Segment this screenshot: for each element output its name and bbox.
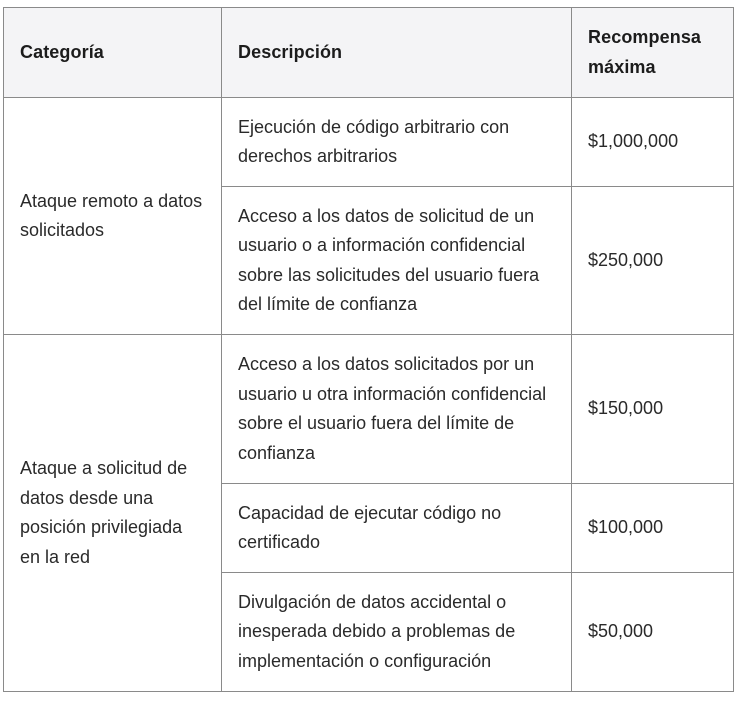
- description-cell: Acceso a los datos de solicitud de un usuario o a información confidencial sobre las solicitudes del usuario fuera del límite de confianza: [222, 187, 572, 335]
- reward-cell: $50,000: [572, 573, 734, 692]
- table-body: [4, 98, 734, 692]
- table-row: [4, 98, 734, 187]
- description-cell: Divulgación de datos accidental o inesperada debido a problemas de implementación o configuración: [222, 573, 572, 692]
- bounty-table-container: [3, 7, 734, 692]
- reward-cell: $100,000: [572, 484, 734, 573]
- header-category: Categoría: [4, 8, 222, 98]
- table-row: [4, 335, 734, 484]
- reward-cell: $150,000: [572, 335, 734, 484]
- header-description: Descripción: [222, 8, 572, 98]
- header-row: [4, 8, 734, 98]
- table-header: [4, 8, 734, 98]
- category-cell: Ataque remoto a datos solicitados: [4, 98, 222, 335]
- bounty-rewards-table: [3, 7, 734, 692]
- reward-cell: $250,000: [572, 187, 734, 335]
- description-cell: Ejecución de código arbitrario con derechos arbitrarios: [222, 98, 572, 187]
- category-cell: Ataque a solicitud de datos desde una posición privilegiada en la red: [4, 335, 222, 692]
- header-max-reward: Recompensa máxima: [572, 8, 734, 98]
- description-cell: Capacidad de ejecutar código no certificado: [222, 484, 572, 573]
- reward-cell: $1,000,000: [572, 98, 734, 187]
- description-cell: Acceso a los datos solicitados por un usuario u otra información confidencial sobre el usuario fuera del límite de confianza: [222, 335, 572, 484]
